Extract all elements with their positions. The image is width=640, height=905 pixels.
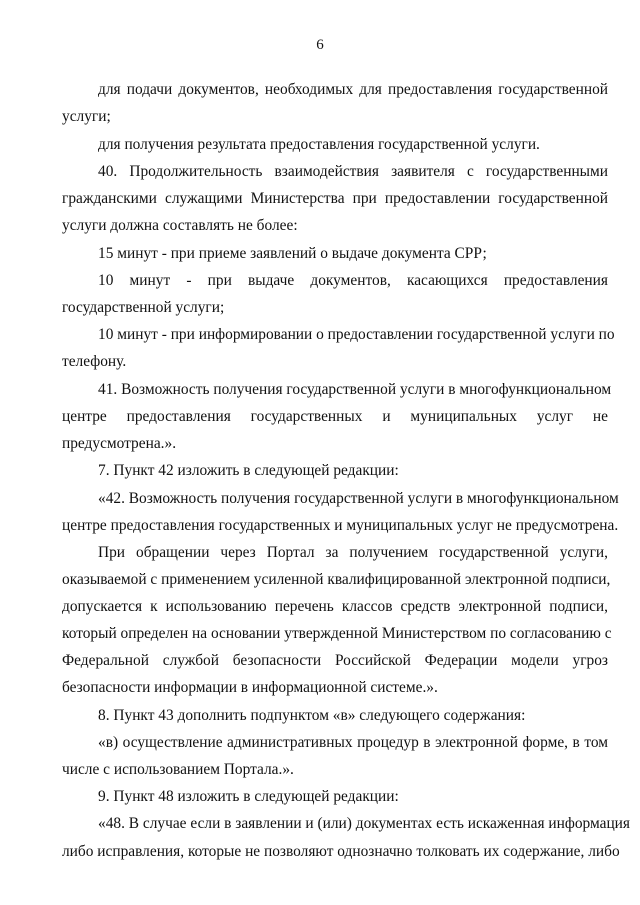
- text-line: для подачи документов, необходимых для предоставления государственной: [98, 81, 608, 98]
- text-line: услуги;: [62, 108, 111, 125]
- text-line: 7. Пункт 42 изложить в следующей редакции:: [98, 462, 399, 479]
- text-line: государственной услуги;: [62, 299, 225, 316]
- text-line: оказываемой с применением усиленной квалифицированной электронной подписи,: [62, 571, 611, 588]
- text-line: центре предоставления государственных и муниципальных услуг не предусмотрена.: [62, 517, 619, 534]
- text-line: «в) осуществление административных процедур в электронной форме, в том: [98, 734, 608, 751]
- text-line: 41. Возможность получения государственной услуги в многофункциональном: [98, 381, 612, 398]
- text-line: безопасности информации в информационной системе.».: [62, 679, 438, 696]
- text-line: предусмотрена.».: [62, 435, 177, 452]
- text-line: 40. Продолжительность взаимодействия заявителя с государственными: [98, 163, 608, 180]
- text-line: 9. Пункт 48 изложить в следующей редакции:: [98, 788, 399, 805]
- text-line: При обращении через Портал за получением государственной услуги,: [98, 544, 608, 561]
- text-line: центре предоставления государственных и муниципальных услуг не: [62, 408, 608, 425]
- text-line: для получения результата предоставления государственной услуги.: [98, 136, 540, 153]
- text-line: гражданскими служащими Министерства при предоставлении государственной: [62, 190, 608, 207]
- text-line: услуги должна составлять не более:: [62, 217, 298, 234]
- text-line: 10 минут - при информировании о предоставлении государственной услуги по: [98, 326, 615, 343]
- text-line: который определен на основании утвержденной Министерством по согласованию с: [62, 625, 612, 642]
- text-line: 10 минут - при выдаче документов, касающихся предоставления: [98, 272, 608, 289]
- text-line: Федеральной службой безопасности Российской Федерации модели угроз: [62, 652, 608, 669]
- text-line: либо исправления, которые не позволяют однозначно толковать их содержание, либо: [62, 843, 620, 860]
- text-line: телефону.: [62, 353, 127, 370]
- text-line: числе с использованием Портала.».: [62, 761, 294, 778]
- text-line: «42. Возможность получения государственной услуги в многофункциональном: [98, 490, 619, 507]
- text-line: «48. В случае если в заявлении и (или) документах есть искаженная информация: [98, 815, 630, 832]
- text-line: 15 минут - при приеме заявлений о выдаче документа СРР;: [98, 245, 487, 262]
- page-number: 6: [316, 37, 324, 53]
- text-line: допускается к использованию перечень классов средств электронной подписи,: [62, 598, 608, 615]
- text-line: 8. Пункт 43 дополнить подпунктом «в» следующего содержания:: [98, 707, 526, 724]
